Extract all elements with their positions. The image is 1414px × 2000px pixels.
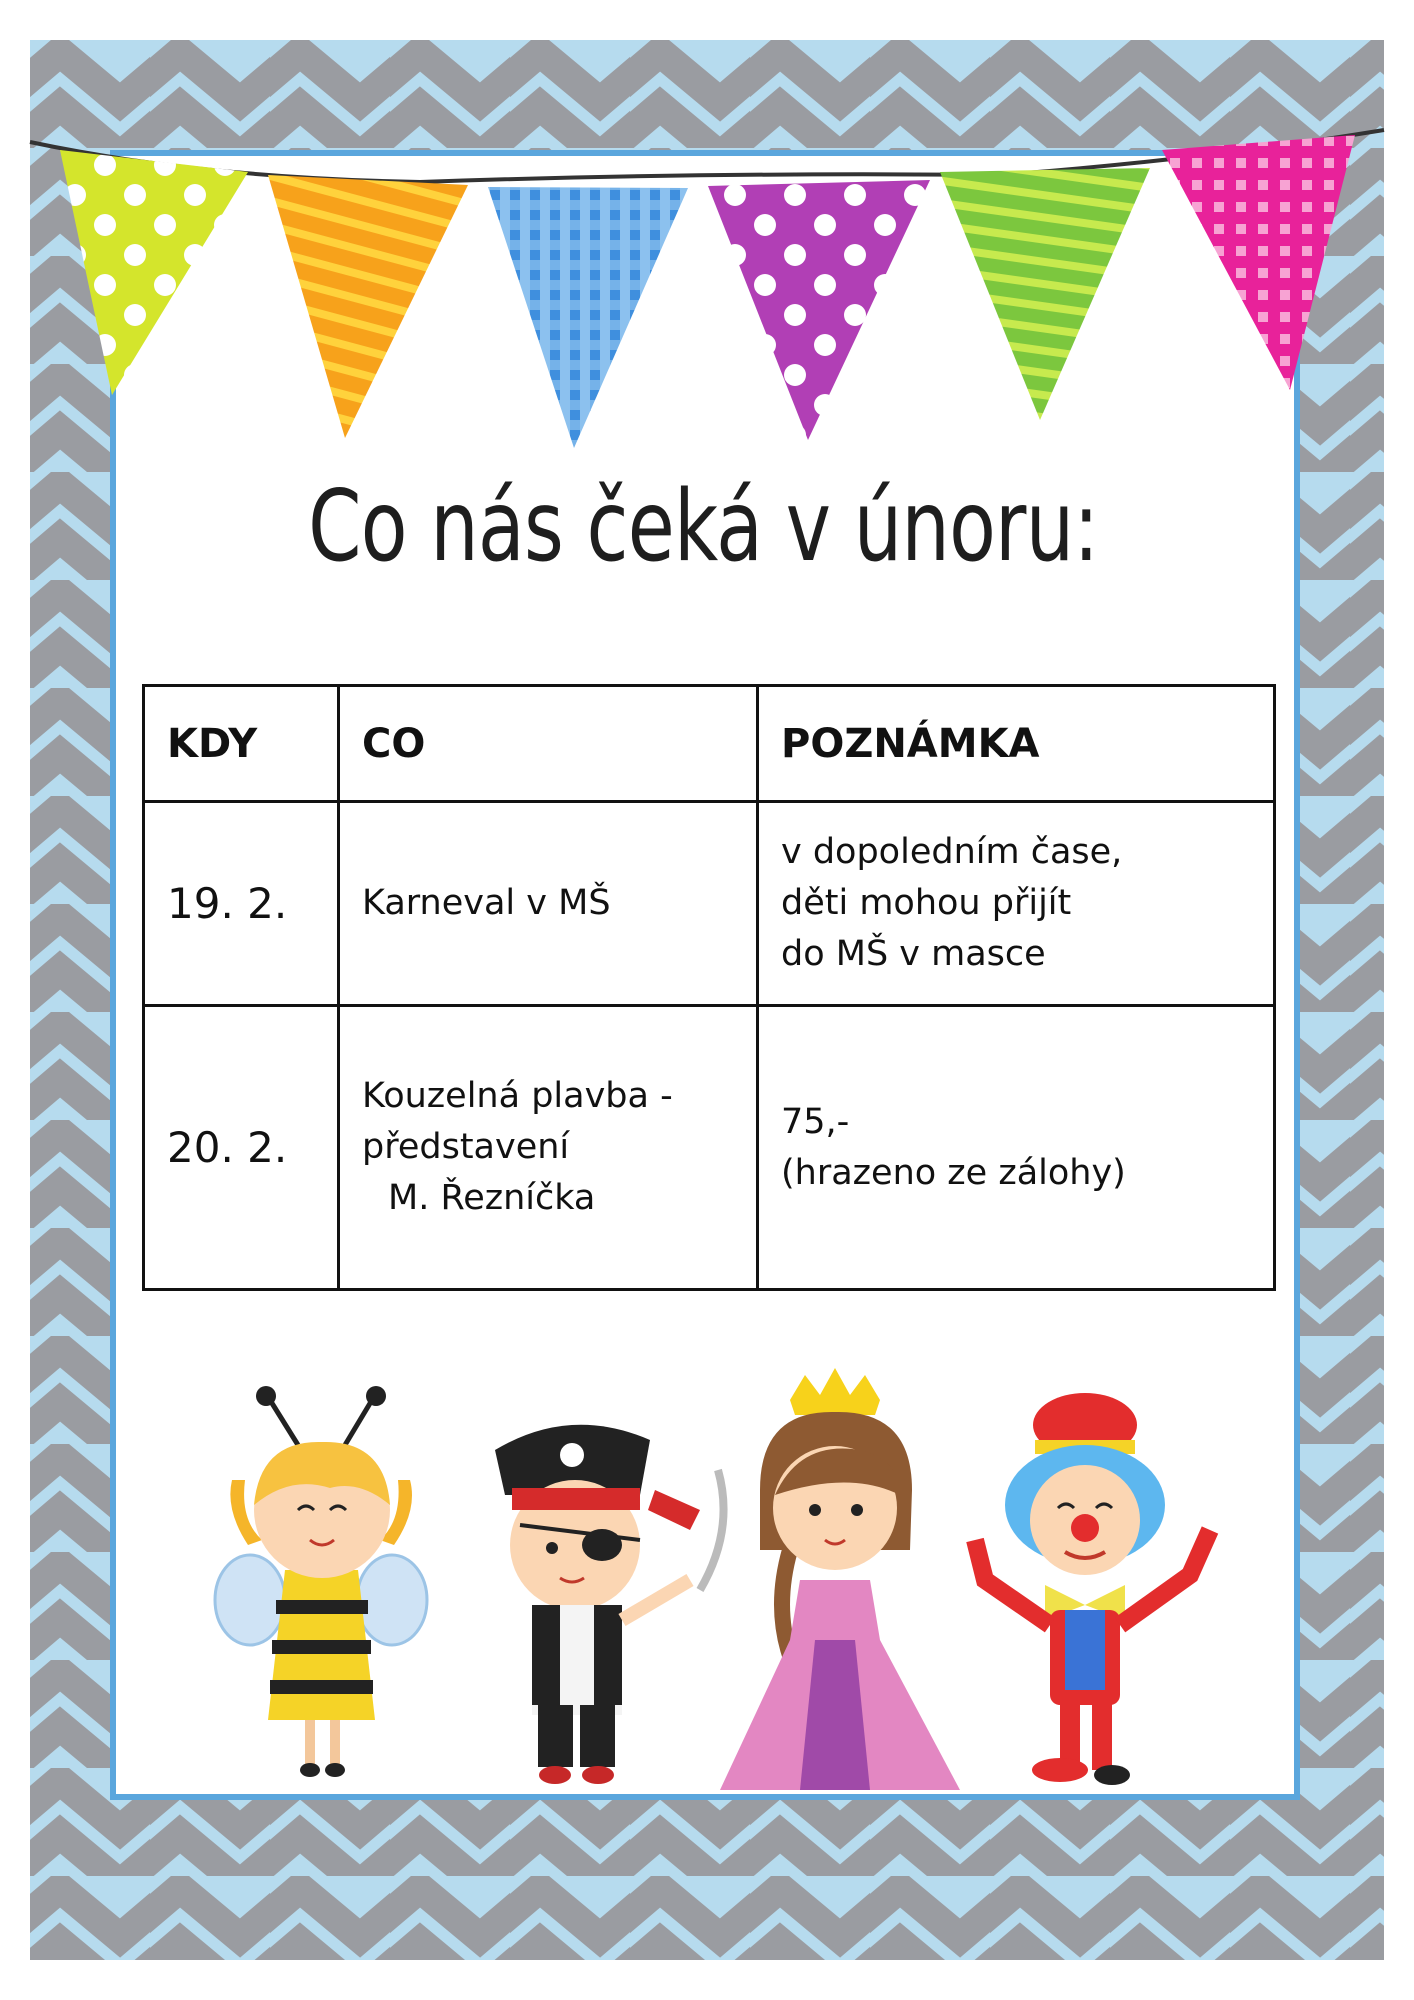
note-line: v dopoledním čase, (781, 832, 1123, 872)
event-line: Karneval v MŠ (362, 883, 611, 923)
cell-date: 20. 2. (144, 1006, 339, 1290)
cell-date: 19. 2. (144, 802, 339, 1006)
page-title: Co nás čeká v únoru: (308, 470, 1099, 584)
event-line: Kouzelná plavba - (362, 1076, 673, 1116)
note-line: 75,- (781, 1101, 850, 1142)
pirate-boy (495, 1425, 724, 1784)
header-co: CO (339, 686, 758, 802)
header-poznamka: POZNÁMKA (758, 686, 1275, 802)
princess (720, 1368, 960, 1790)
note-line: děti mohou přijít (781, 883, 1072, 923)
note-line: do MŠ v masce (781, 934, 1046, 974)
note-line: (hrazeno ze zálohy) (781, 1152, 1126, 1193)
event-line: M. Řezníčka (388, 1178, 596, 1218)
clown (975, 1393, 1210, 1785)
bee-girl (215, 1386, 427, 1777)
header-kdy: KDY (144, 686, 339, 802)
event-line: představení (362, 1127, 570, 1167)
